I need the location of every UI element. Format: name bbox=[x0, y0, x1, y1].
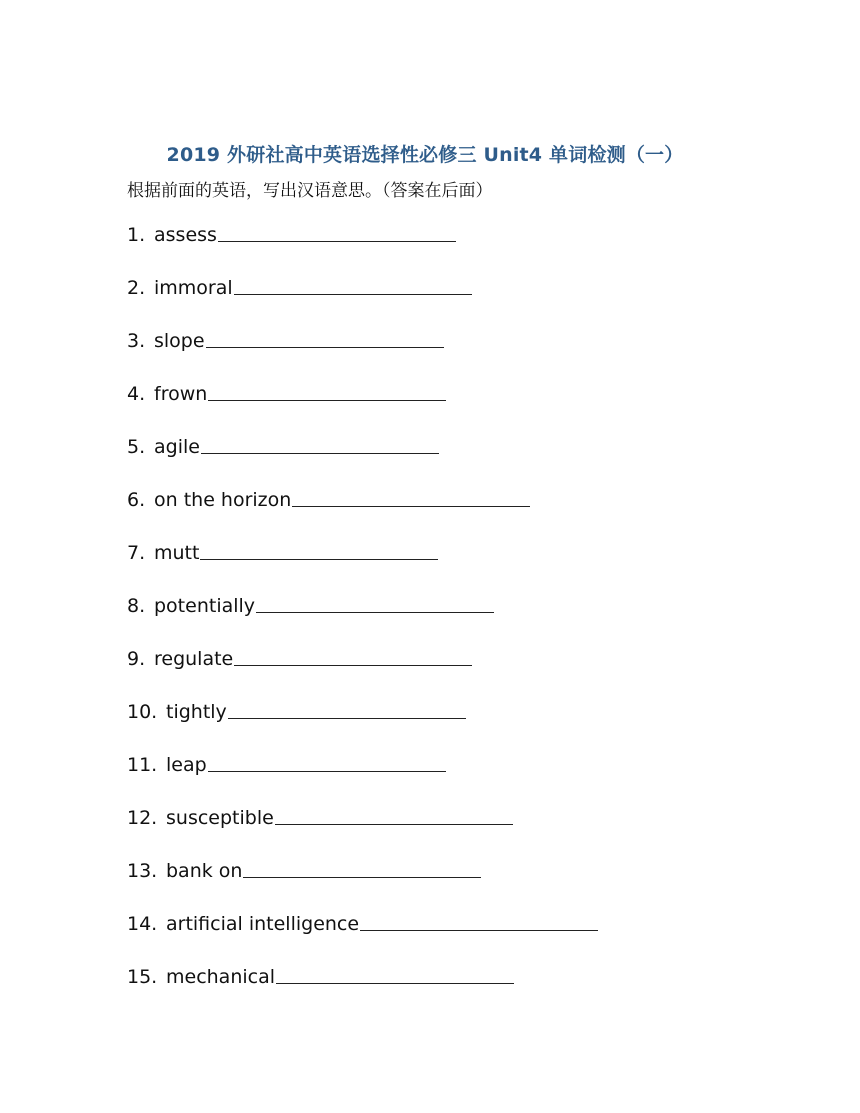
vocab-item-1 bbox=[127, 222, 807, 275]
answer-blank[interactable] bbox=[200, 540, 438, 560]
item-term: bank on bbox=[166, 860, 243, 882]
item-term: assess bbox=[154, 224, 217, 246]
item-term: potentially bbox=[154, 595, 256, 617]
item-number: 5. bbox=[127, 436, 146, 458]
item-term: agile bbox=[154, 436, 200, 458]
item-number: 14. bbox=[127, 913, 158, 935]
item-number: 3. bbox=[127, 330, 146, 352]
answer-blank[interactable] bbox=[201, 434, 439, 454]
vocab-item-12 bbox=[127, 805, 807, 858]
item-term: on the horizon bbox=[154, 489, 292, 511]
item-term: mutt bbox=[154, 542, 200, 564]
document-title: 2019 外研社高中英语选择性必修三 Unit4 单词检测（一） bbox=[166, 144, 684, 166]
vocab-item-4 bbox=[127, 381, 807, 434]
vocab-item-9 bbox=[127, 646, 807, 699]
answer-blank[interactable] bbox=[208, 381, 446, 401]
item-number: 8. bbox=[127, 595, 146, 617]
item-number: 7. bbox=[127, 542, 146, 564]
answer-blank[interactable] bbox=[208, 752, 446, 772]
item-term: frown bbox=[154, 383, 208, 405]
instruction-text: 根据前面的英语，写出汉语意思。（答案在后面） bbox=[127, 181, 493, 201]
answer-blank[interactable] bbox=[243, 858, 481, 878]
item-number: 6. bbox=[127, 489, 146, 511]
answer-blank[interactable] bbox=[256, 593, 494, 613]
vocab-item-3 bbox=[127, 328, 807, 381]
answer-blank[interactable] bbox=[292, 487, 530, 507]
vocab-item-11 bbox=[127, 752, 807, 805]
item-number: 2. bbox=[127, 277, 146, 299]
item-number: 13. bbox=[127, 860, 158, 882]
item-term: regulate bbox=[154, 648, 234, 670]
answer-blank[interactable] bbox=[206, 328, 444, 348]
item-term: artificial intelligence bbox=[166, 913, 360, 935]
answer-blank[interactable] bbox=[218, 222, 456, 242]
answer-blank[interactable] bbox=[234, 275, 472, 295]
item-number: 11. bbox=[127, 754, 158, 776]
answer-blank[interactable] bbox=[276, 964, 514, 984]
item-term: tightly bbox=[166, 701, 227, 723]
vocab-item-2 bbox=[127, 275, 807, 328]
item-term: slope bbox=[154, 330, 205, 352]
item-number: 10. bbox=[127, 701, 158, 723]
answer-blank[interactable] bbox=[275, 805, 513, 825]
item-number: 4. bbox=[127, 383, 146, 405]
item-term: mechanical bbox=[166, 966, 276, 988]
vocab-item-7 bbox=[127, 540, 807, 593]
vocab-item-6 bbox=[127, 487, 807, 540]
item-term: immoral bbox=[154, 277, 233, 299]
vocab-item-5 bbox=[127, 434, 807, 487]
item-number: 1. bbox=[127, 224, 146, 246]
vocab-item-10 bbox=[127, 699, 807, 752]
vocab-item-15 bbox=[127, 964, 807, 1017]
vocabulary-list bbox=[127, 222, 807, 1017]
vocab-item-13 bbox=[127, 858, 807, 911]
answer-blank[interactable] bbox=[360, 911, 598, 931]
answer-blank[interactable] bbox=[234, 646, 472, 666]
answer-blank[interactable] bbox=[228, 699, 466, 719]
item-number: 15. bbox=[127, 966, 158, 988]
item-term: leap bbox=[166, 754, 207, 776]
vocab-item-14 bbox=[127, 911, 807, 964]
item-number: 9. bbox=[127, 648, 146, 670]
item-term: susceptible bbox=[166, 807, 274, 829]
vocab-item-8 bbox=[127, 593, 807, 646]
item-number: 12. bbox=[127, 807, 158, 829]
